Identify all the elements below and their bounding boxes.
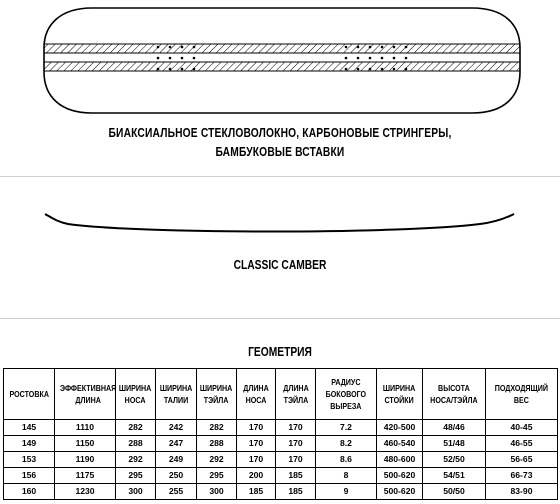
table-cell: 500-620 (377, 484, 423, 500)
table-cell: 170 (276, 436, 316, 452)
table-cell: 153 (4, 452, 55, 468)
geometry-title: ГЕОМЕТРИЯ (248, 345, 312, 359)
table-cell: 46-55 (486, 436, 558, 452)
table-cell: 292 (116, 452, 156, 468)
table-header-row (4, 369, 558, 420)
table-cell: 255 (156, 484, 197, 500)
table-cell: 54/51 (423, 468, 486, 484)
section-divider (0, 176, 560, 177)
header-cell: ШИРИНА НОСА (116, 369, 156, 420)
table-cell: 295 (197, 468, 237, 484)
table-cell: 51/48 (423, 436, 486, 452)
table-cell: 149 (4, 436, 55, 452)
construction-line-1: БИАКСИАЛЬНОЕ СТЕКЛОВОЛОКНО, КАРБОНОВЫЕ СТРИНГЕРЫ, (108, 126, 452, 140)
stringer-top (44, 44, 520, 53)
table-cell: 170 (237, 420, 276, 436)
table-cell: 1230 (55, 484, 116, 500)
table-cell: 288 (197, 436, 237, 452)
table-cell: 83-90 (486, 484, 558, 500)
table-cell: 7.2 (316, 420, 377, 436)
table-cell: 50/50 (423, 484, 486, 500)
table-cell: 1150 (55, 436, 116, 452)
table-cell: 8 (316, 468, 377, 484)
construction-line-2: БАМБУКОВЫЕ ВСТАВКИ (215, 145, 345, 159)
table-row (4, 452, 558, 468)
table-cell: 56-65 (486, 452, 558, 468)
table-cell: 420-500 (377, 420, 423, 436)
geometry-table (3, 368, 558, 500)
table-row (4, 420, 558, 436)
table-cell: 145 (4, 420, 55, 436)
table-cell: 250 (156, 468, 197, 484)
table-cell: 500-620 (377, 468, 423, 484)
table-row (4, 484, 558, 500)
table-cell: 170 (237, 452, 276, 468)
table-cell: 170 (276, 420, 316, 436)
camber-profile-drawing (0, 200, 560, 250)
header-cell: ВЫСОТА НОСА/ТЭЙЛА (423, 369, 486, 420)
table-cell: 480-600 (377, 452, 423, 468)
table-cell: 295 (116, 468, 156, 484)
table-cell: 40-45 (486, 420, 558, 436)
board-outline (44, 8, 520, 113)
header-cell: ДЛИНА ТЭЙЛА (276, 369, 316, 420)
header-cell: РАДИУС БОКОВОГО ВЫРЕЗА (316, 369, 377, 420)
board-profile-view (0, 200, 560, 250)
table-cell: 1175 (55, 468, 116, 484)
header-cell: ПОДХОДЯЩИЙ ВЕС (486, 369, 558, 420)
table-cell: 170 (237, 436, 276, 452)
table-cell: 1190 (55, 452, 116, 468)
table-cell: 185 (276, 484, 316, 500)
stringer-bottom (44, 62, 520, 71)
header-cell: ШИРИНА СТОЙКИ (377, 369, 423, 420)
table-cell: 66-73 (486, 468, 558, 484)
board-outline-drawing (0, 0, 560, 120)
table-cell: 52/50 (423, 452, 486, 468)
header-cell: ШИРИНА ТАЛИИ (156, 369, 197, 420)
header-cell: РОСТОВКА (4, 369, 55, 420)
table-cell: 282 (116, 420, 156, 436)
table-cell: 282 (197, 420, 237, 436)
table-cell: 8.2 (316, 436, 377, 452)
table-cell: 185 (276, 468, 316, 484)
table-cell: 1110 (55, 420, 116, 436)
board-top-view (0, 0, 560, 120)
table-row (4, 468, 558, 484)
header-cell: ШИРИНА ТЭЙЛА (197, 369, 237, 420)
table-row (4, 436, 558, 452)
construction-description (50, 124, 509, 162)
table-cell: 460-540 (377, 436, 423, 452)
table-cell: 160 (4, 484, 55, 500)
table-cell: 170 (276, 452, 316, 468)
table-cell: 9 (316, 484, 377, 500)
table-cell: 185 (237, 484, 276, 500)
table-cell: 292 (197, 452, 237, 468)
table-cell: 156 (4, 468, 55, 484)
table-cell: 249 (156, 452, 197, 468)
table-cell: 300 (197, 484, 237, 500)
table-cell: 300 (116, 484, 156, 500)
header-cell: ЭФФЕКТИВНАЯ ДЛИНА (55, 369, 116, 420)
table-cell: 247 (156, 436, 197, 452)
table-cell: 8.6 (316, 452, 377, 468)
table-cell: 200 (237, 468, 276, 484)
table-cell: 48/46 (423, 420, 486, 436)
table-cell: 288 (116, 436, 156, 452)
section-divider (0, 318, 560, 319)
table-cell: 242 (156, 420, 197, 436)
profile-label: CLASSIC CAMBER (233, 258, 327, 272)
camber-curve (45, 214, 514, 232)
header-cell: ДЛИНА НОСА (237, 369, 276, 420)
